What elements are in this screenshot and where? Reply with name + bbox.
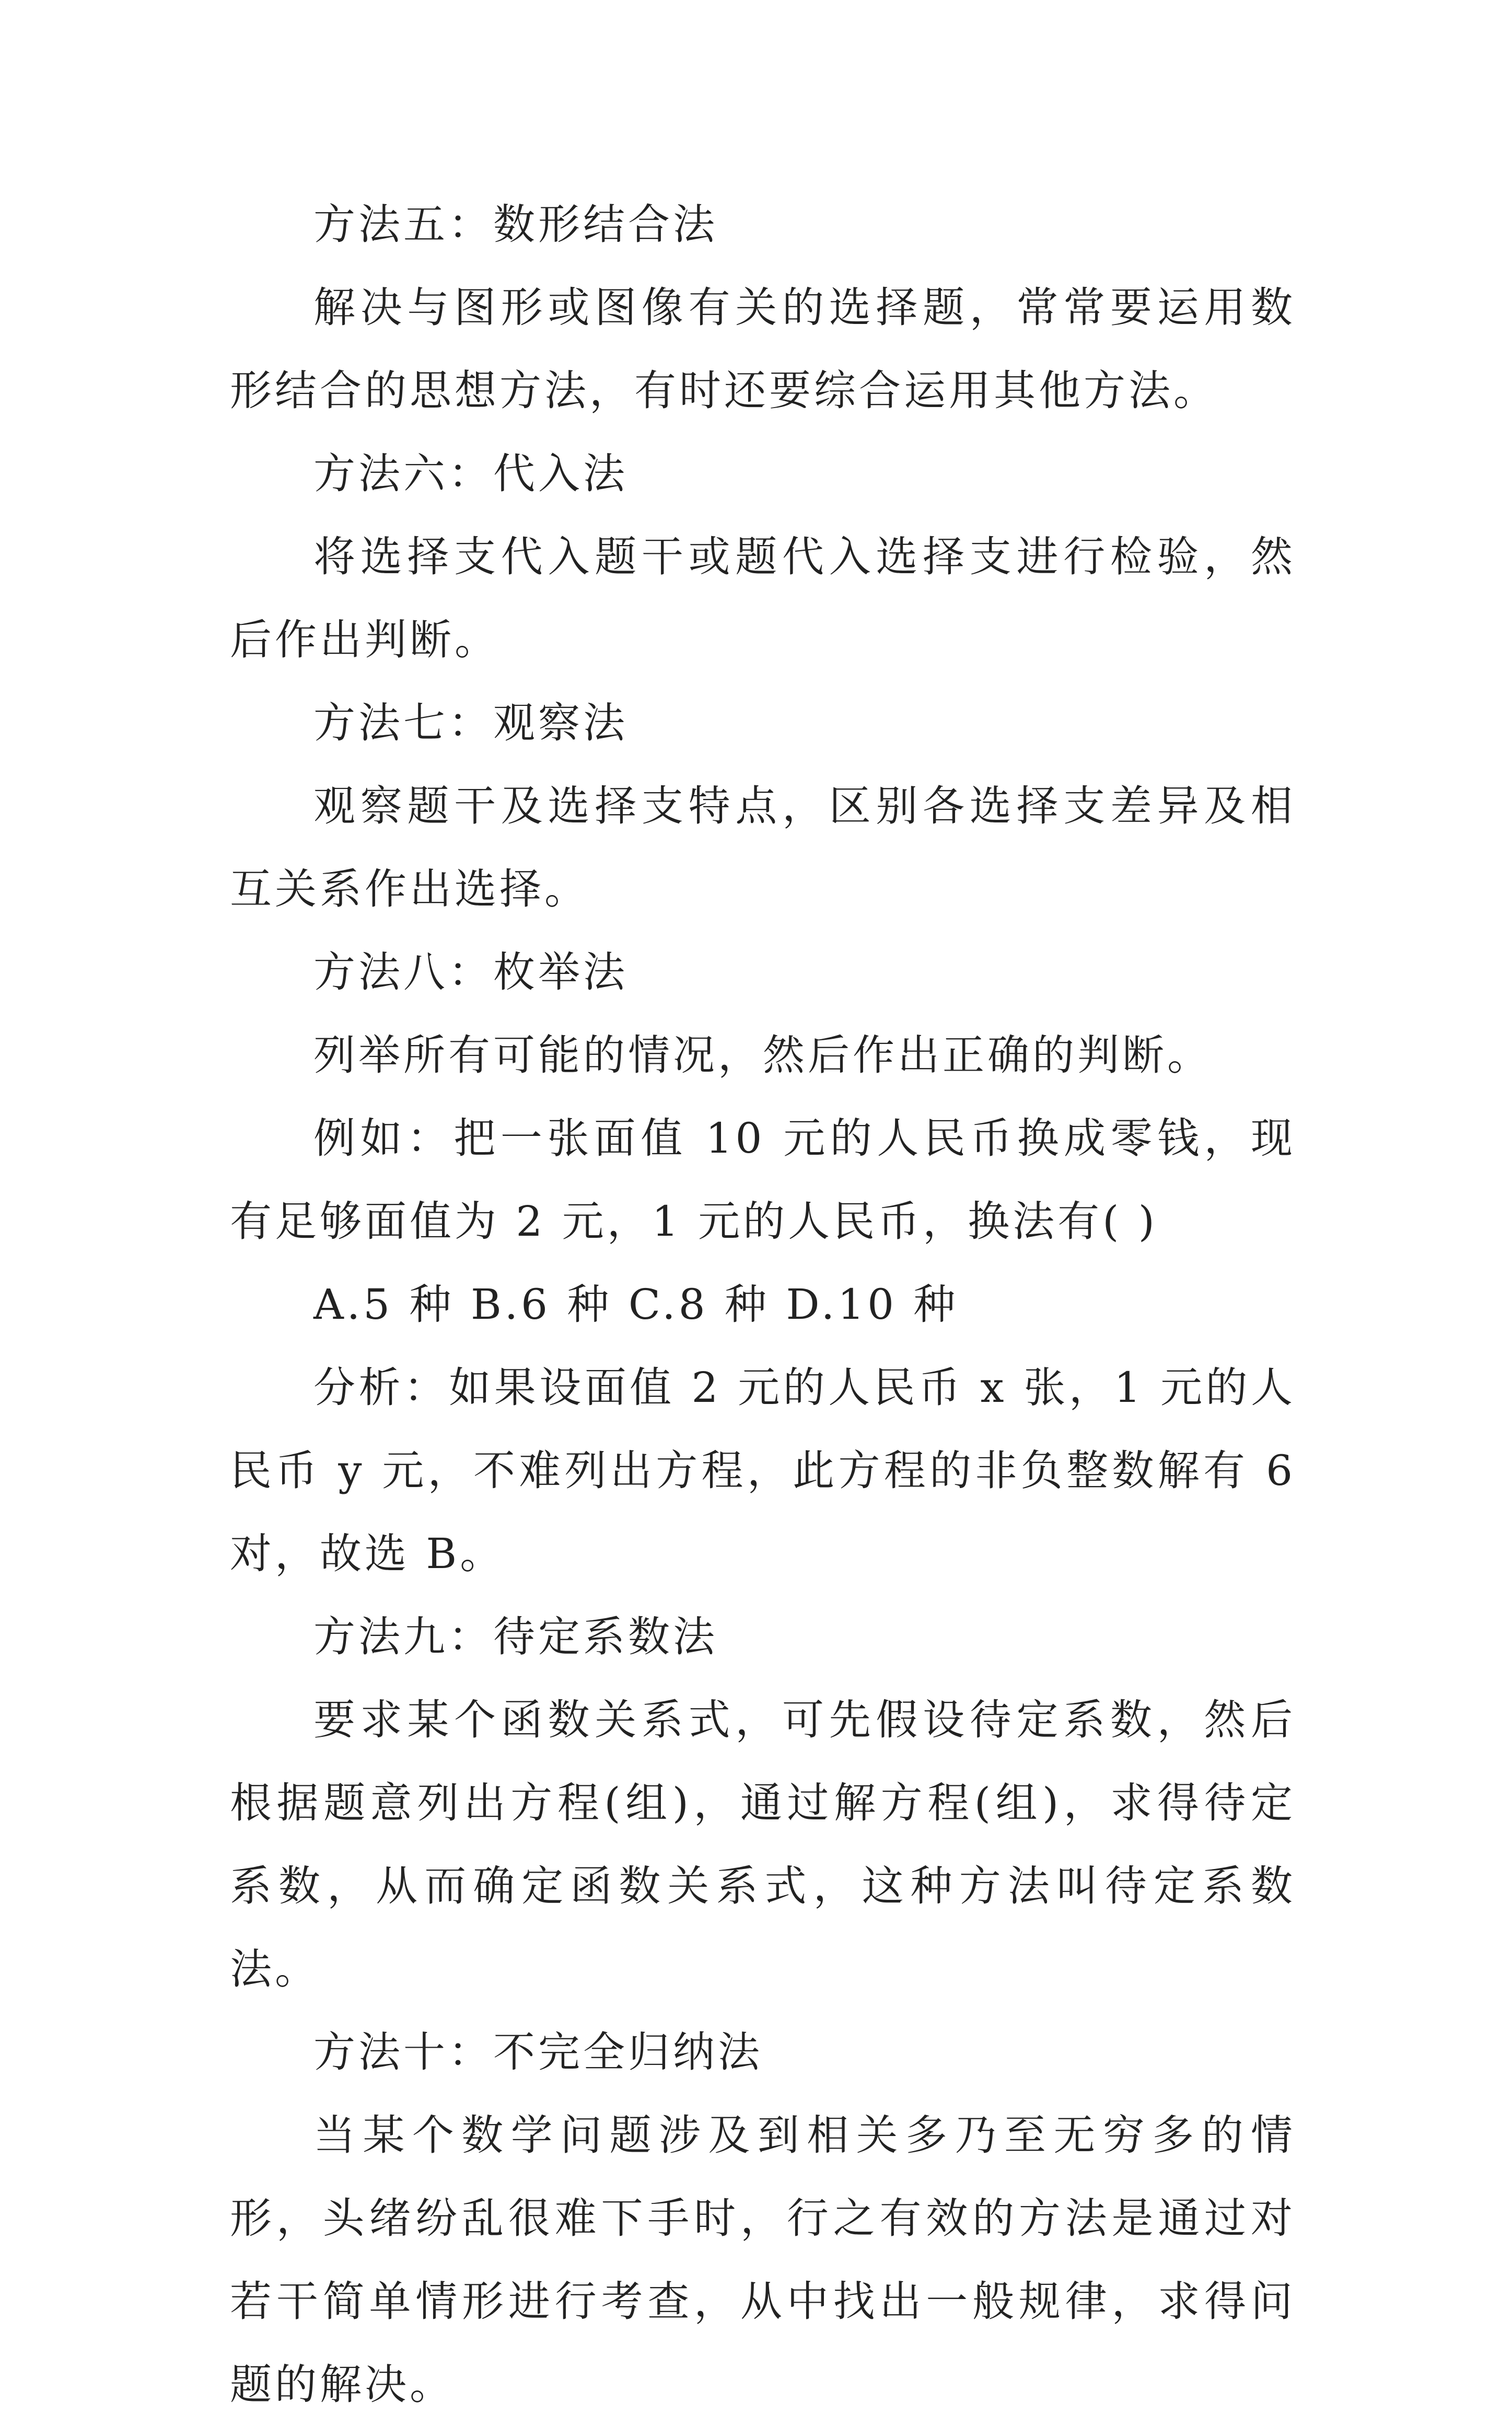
document-body: [230, 183, 1296, 2426]
example-analysis: 分析：如果设面值 2 元的人民币 x 张，1 元的人民币 y 元，不难列出方程，此方程的非负整数解有 6 对，故选 B。: [230, 1363, 1296, 1578]
method-7-description: 观察题干及选择支特点，区别各选择支差异及相互关系作出选择。: [230, 782, 1296, 913]
example-question: 例如：把一张面值 10 元的人民币换成零钱，现有足够面值为 2 元，1 元的人民币，换法有( ): [230, 1114, 1296, 1246]
method-9-heading: 方法九：待定系数法: [313, 1612, 718, 1661]
method-6-description: 将选择支代入题干或题代入选择支进行检验，然后作出判断。: [230, 532, 1296, 664]
method-7-heading: 方法七：观察法: [313, 699, 628, 747]
method-8-description: 列举所有可能的情况，然后作出正确的判断。: [313, 1031, 1212, 1079]
method-5-description: 解决与图形或图像有关的选择题，常常要运用数形结合的思想方法，有时还要综合运用其他方法。: [230, 283, 1296, 415]
example-options: A.5 种 B.6 种 C.8 种 D.10 种: [313, 1280, 959, 1329]
method-8-heading: 方法八：枚举法: [313, 948, 628, 996]
method-10-heading: 方法十：不完全归纳法: [313, 2028, 763, 2076]
method-6-heading: 方法六：代入法: [313, 449, 628, 498]
method-5-heading: 方法五：数形结合法: [313, 200, 718, 249]
method-10-description: 当某个数学问题涉及到相关多乃至无穷多的情形，头绪纷乱很难下手时，行之有效的方法是通过对若干简单情形进行考查，从中找出一般规律，求得问题的解决。: [230, 2111, 1296, 2409]
method-9-description: 要求某个函数关系式，可先假设待定系数，然后根据题意列出方程(组)，通过解方程(组)，求得待定系数，从而确定函数关系式，这种方法叫待定系数法。: [230, 1696, 1296, 1993]
